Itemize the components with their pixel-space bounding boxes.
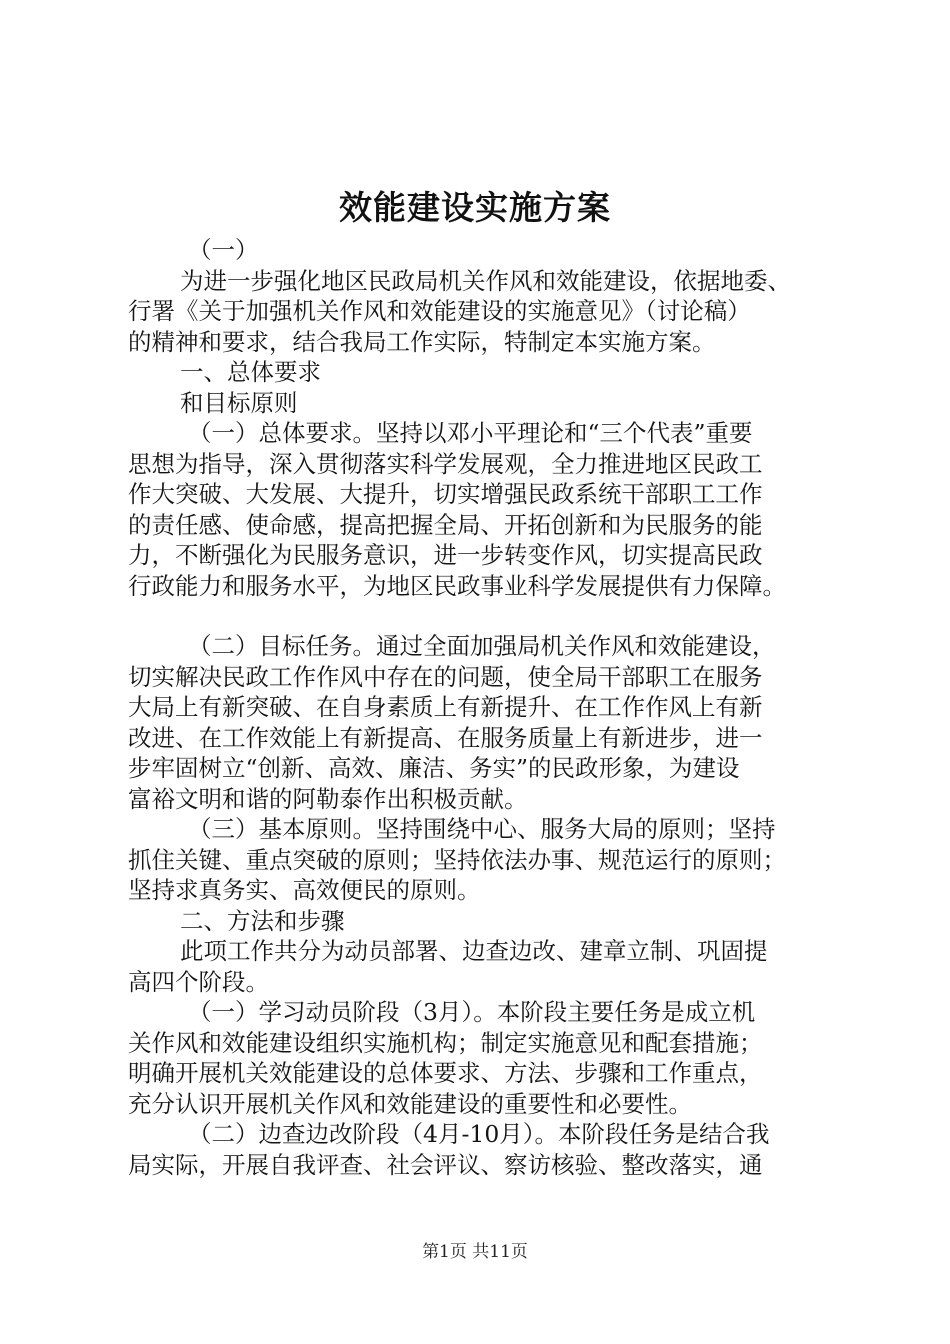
text-line: （三）基本原则。坚持围绕中心、服务大局的原则；坚持 bbox=[188, 815, 776, 843]
text-line: 充分认识开展机关作风和效能建设的重要性和必要性。 bbox=[128, 1089, 692, 1118]
page-footer: 第1页 共11页 bbox=[422, 1242, 528, 1262]
text-line: 思想为指导，深入贯彻落实科学发展观，全力推进地区民政工 bbox=[128, 449, 763, 478]
document-title: 效能建设实施方案 bbox=[339, 188, 611, 227]
text-line: （二）目标任务。通过全面加强局机关作风和效能建设， bbox=[188, 632, 776, 660]
text-line: （一）学习动员阶段（3月）。本阶段主要任务是成立机 bbox=[188, 998, 756, 1026]
text-line: 一、总体要求 bbox=[180, 358, 321, 386]
document-body bbox=[128, 235, 850, 1180]
text-line: 的责任感、使命感，提高把握全局、开拓创新和为民服务的能 bbox=[128, 510, 763, 539]
text-line: 和目标原则 bbox=[180, 388, 298, 417]
text-line: 此项工作共分为动员部署、边查边改、建章立制、巩固提 bbox=[180, 937, 768, 965]
text-line: 行署《关于加强机关作风和效能建设的实施意见》（讨论稿） bbox=[128, 297, 751, 325]
text-line: 关作风和效能建设组织实施机构；制定实施意见和配套措施； bbox=[128, 1028, 763, 1057]
text-line: 二、方法和步骤 bbox=[180, 906, 345, 935]
text-line: 富裕文明和谐的阿勒泰作出积极贡献。 bbox=[128, 784, 528, 813]
text-line: 切实解决民政工作作风中存在的问题，使全局干部职工在服务 bbox=[128, 662, 763, 691]
text-line: 坚持求真务实、高效便民的原则。 bbox=[128, 876, 481, 904]
text-line: 为进一步强化地区民政局机关作风和效能建设，依据地委、 bbox=[180, 266, 791, 295]
text-line: 行政能力和服务水平，为地区民政事业科学发展提供有力保障。 bbox=[128, 571, 786, 600]
text-line: 步牢固树立“创新、高效、廉洁、务实”的民政形象，为建设 bbox=[128, 754, 740, 782]
text-line: 局实际，开展自我评查、社会评议、察访核验、整改落实，通 bbox=[128, 1150, 763, 1179]
text-line: 大局上有新突破、在自身素质上有新提升、在工作作风上有新 bbox=[128, 693, 763, 721]
text-line: （一）总体要求。坚持以邓小平理论和“三个代表”重要 bbox=[188, 419, 753, 447]
text-line: 高四个阶段。 bbox=[128, 967, 269, 996]
paragraph-gap bbox=[128, 601, 850, 631]
text-line: 力，不断强化为民服务意识，进一步转变作风，切实提高民政 bbox=[128, 541, 763, 569]
text-line: （二）边查边改阶段（4月-10月）。本阶段任务是结合我 bbox=[188, 1120, 770, 1148]
text-line: 作大突破、大发展、大提升，切实增强民政系统干部职工工作 bbox=[128, 480, 763, 508]
text-line: 抓住关键、重点突破的原则；坚持依法办事、规范运行的原则； bbox=[128, 845, 786, 874]
text-line: 的精神和要求，结合我局工作实际，特制定本实施方案。 bbox=[128, 327, 716, 356]
text-line: 明确开展机关效能建设的总体要求、方法、步骤和工作重点， bbox=[128, 1059, 763, 1087]
text-line: 改进、在工作效能上有新提高、在服务质量上有新进步，进一 bbox=[128, 723, 763, 752]
text-line: （一） bbox=[188, 236, 259, 264]
